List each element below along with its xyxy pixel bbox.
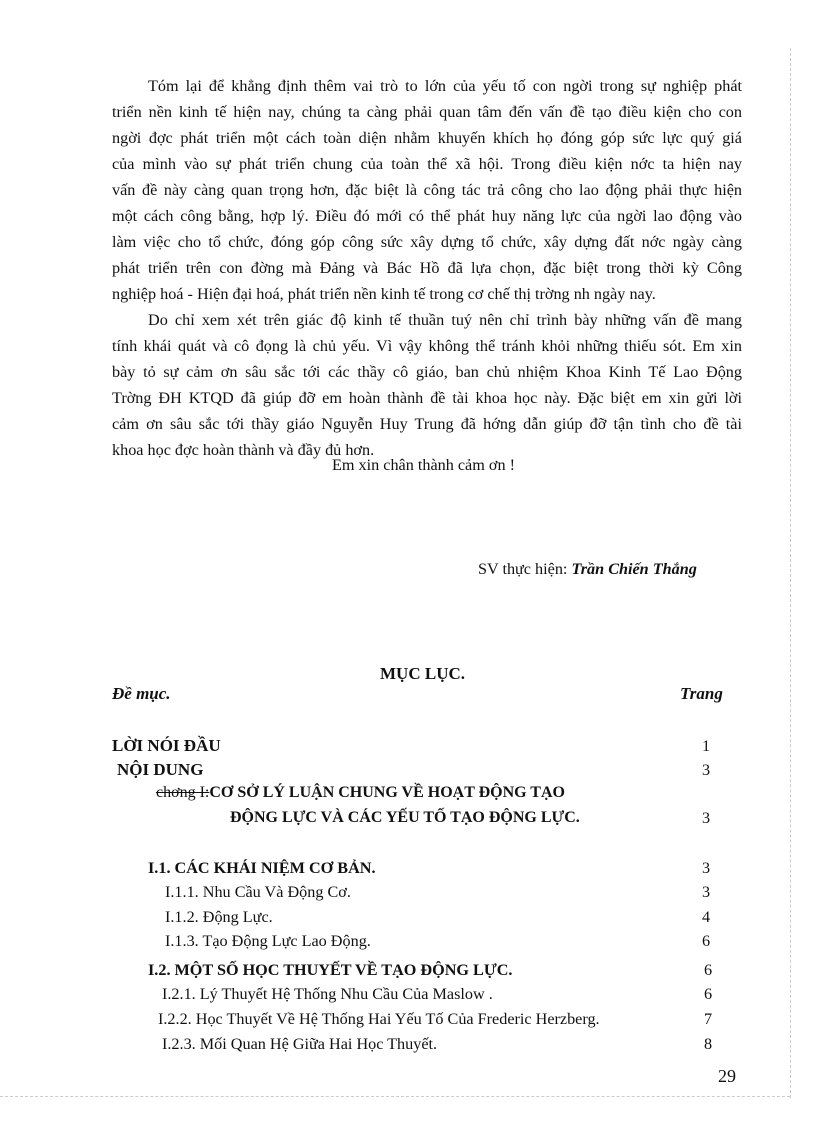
toc-entry	[0, 880, 816, 904]
toc-entry	[0, 1032, 816, 1056]
signature-name: Trần Chiến Thắng	[571, 560, 697, 578]
toc-entry	[0, 781, 816, 805]
toc-entry-label: I.2.2. Học Thuyết Về Hệ Thống Hai Yếu Tố Của Frederic Herzberg.	[158, 1010, 600, 1028]
toc-entry-page: 3	[702, 809, 711, 827]
paragraph-line: tính khái quát và cô đọng là chủ yếu. Vì vậy không thể tránh khỏi những thiếu sót. Em xin	[112, 337, 742, 355]
toc-entry-label: I.1.2. Động Lực.	[165, 908, 273, 926]
signature	[478, 560, 697, 579]
chapter-prefix: chơng I:	[156, 784, 210, 801]
toc-entry-page: 3	[702, 883, 711, 901]
paragraph-line: khoa học đợc hoàn thành và đầy đủ hơn.	[112, 441, 375, 459]
paragraph-line: làm việc cho tổ chức, đóng góp công sức xây dựng tổ chức, xây dựng đất nớc ngày càng	[112, 233, 742, 251]
toc-entry-label: NỘI DUNG	[117, 760, 204, 779]
toc-entry-page: 7	[704, 1010, 713, 1028]
toc-entry-page: 6	[704, 985, 713, 1003]
toc-entry	[0, 806, 816, 830]
toc-entry-page: 6	[702, 932, 711, 950]
toc-entry-label: I.1.3. Tạo Động Lực Lao Động.	[165, 932, 371, 950]
toc-entry-page: 1	[702, 737, 711, 755]
toc-entry-page: 4	[702, 908, 711, 926]
toc-entry	[0, 1007, 816, 1031]
toc-entry-label: I.1.1. Nhu Cầu Và Động Cơ.	[165, 883, 351, 901]
toc-heading-page: Trang	[680, 684, 723, 703]
toc-entry-label: LỜI NÓI ĐẦU	[112, 736, 221, 755]
paragraph-line: của mình vào sự phát triển chung của toàn thể xã hội. Trong điều kiện nớc ta hiện nay	[112, 155, 742, 173]
paragraph-line: phát triển trên con đờng mà Đảng và Bác Hồ đã lựa chọn, đặc biệt trong thời kỳ Công	[112, 259, 742, 277]
toc-entry	[0, 905, 816, 929]
toc-entry-label: I.1. CÁC KHÁI NIỆM CƠ BẢN.	[148, 859, 376, 877]
toc-entry	[0, 734, 816, 758]
paragraph-line: triển nền kinh tế hiện nay, chúng ta càng phải quan tâm đến vấn đề tạo điều kiện cho con	[112, 103, 742, 121]
toc-entry	[0, 856, 816, 880]
page-bottom-divider	[0, 1096, 790, 1097]
chapter-title: CƠ SỞ LÝ LUẬN CHUNG VỀ HOẠT ĐỘNG TẠO	[209, 784, 565, 801]
toc-entry	[0, 982, 816, 1006]
toc-title: MỤC LỤC.	[380, 664, 465, 683]
signature-label: SV thực hiện:	[478, 560, 572, 578]
paragraph-line: ngời đợc phát triển một cách toàn diện nhằm khuyến khích họ đóng góp sức lực quý giá	[112, 129, 742, 147]
toc-entry	[0, 929, 816, 953]
paragraph-line: bày tỏ sự cảm ơn sâu sắc tới các thầy cô giáo, ban chủ nhiệm Khoa Kinh Tế Lao Động	[112, 363, 742, 381]
toc-entry-label: I.2.1. Lý Thuyết Hệ Thống Nhu Cầu Của Maslow .	[162, 985, 493, 1003]
toc-entry-page: 8	[704, 1035, 713, 1053]
page-edge-divider	[790, 48, 791, 1098]
paragraph-line: một cách công bằng, hợp lý. Điều đó mới có thể phát huy năng lực của ngời lao động vào	[112, 207, 742, 225]
page-number: 29	[718, 1066, 736, 1086]
toc-entry	[0, 758, 816, 782]
paragraph-line: Trờng ĐH KTQD đã giúp đỡ em hoàn thành đề tài khoa học này. Đặc biệt em xin gửi lời	[112, 389, 742, 407]
paragraph-line: Do chỉ xem xét trên giác độ kinh tế thuần tuý nên chỉ trình bày những vấn đề mang	[148, 311, 742, 329]
paragraph-line: vấn đề này càng quan trọng hơn, đặc biệt là công tác trả công cho lao động phải thực hiện	[112, 181, 742, 199]
toc-entry	[0, 958, 816, 982]
toc-heading-section: Đề mục.	[112, 684, 171, 703]
paragraph-line: cảm ơn sâu sắc tới thầy giáo Nguyễn Huy Trung đã hớng dẫn giúp đỡ tận tình cho đề tài	[112, 415, 742, 433]
toc-entry-label: I.2. MỘT SỐ HỌC THUYẾT VỀ TẠO ĐỘNG LỰC.	[148, 961, 513, 979]
paragraph-line: nghiệp hoá - Hiện đại hoá, phát triển nền kinh tế trong cơ chế thị trờng nh ngày nay.	[112, 285, 656, 303]
toc-entry-page: 3	[702, 761, 711, 779]
toc-entry-label: I.2.3. Mối Quan Hệ Giữa Hai Học Thuyết.	[162, 1035, 438, 1053]
toc-entry-label: ĐỘNG LỰC VÀ CÁC YẾU TỐ TẠO ĐỘNG LỰC.	[230, 809, 580, 826]
paragraph-line: Tóm lại để khẳng định thêm vai trò to lớn của yếu tố con ngời trong sự nghiệp phát	[148, 77, 742, 95]
toc-entry-page: 6	[704, 961, 713, 979]
toc-entry-page: 3	[702, 859, 711, 877]
thanks-line: Em xin chân thành cảm ơn !	[332, 456, 515, 474]
toc-entry-label	[156, 781, 565, 805]
